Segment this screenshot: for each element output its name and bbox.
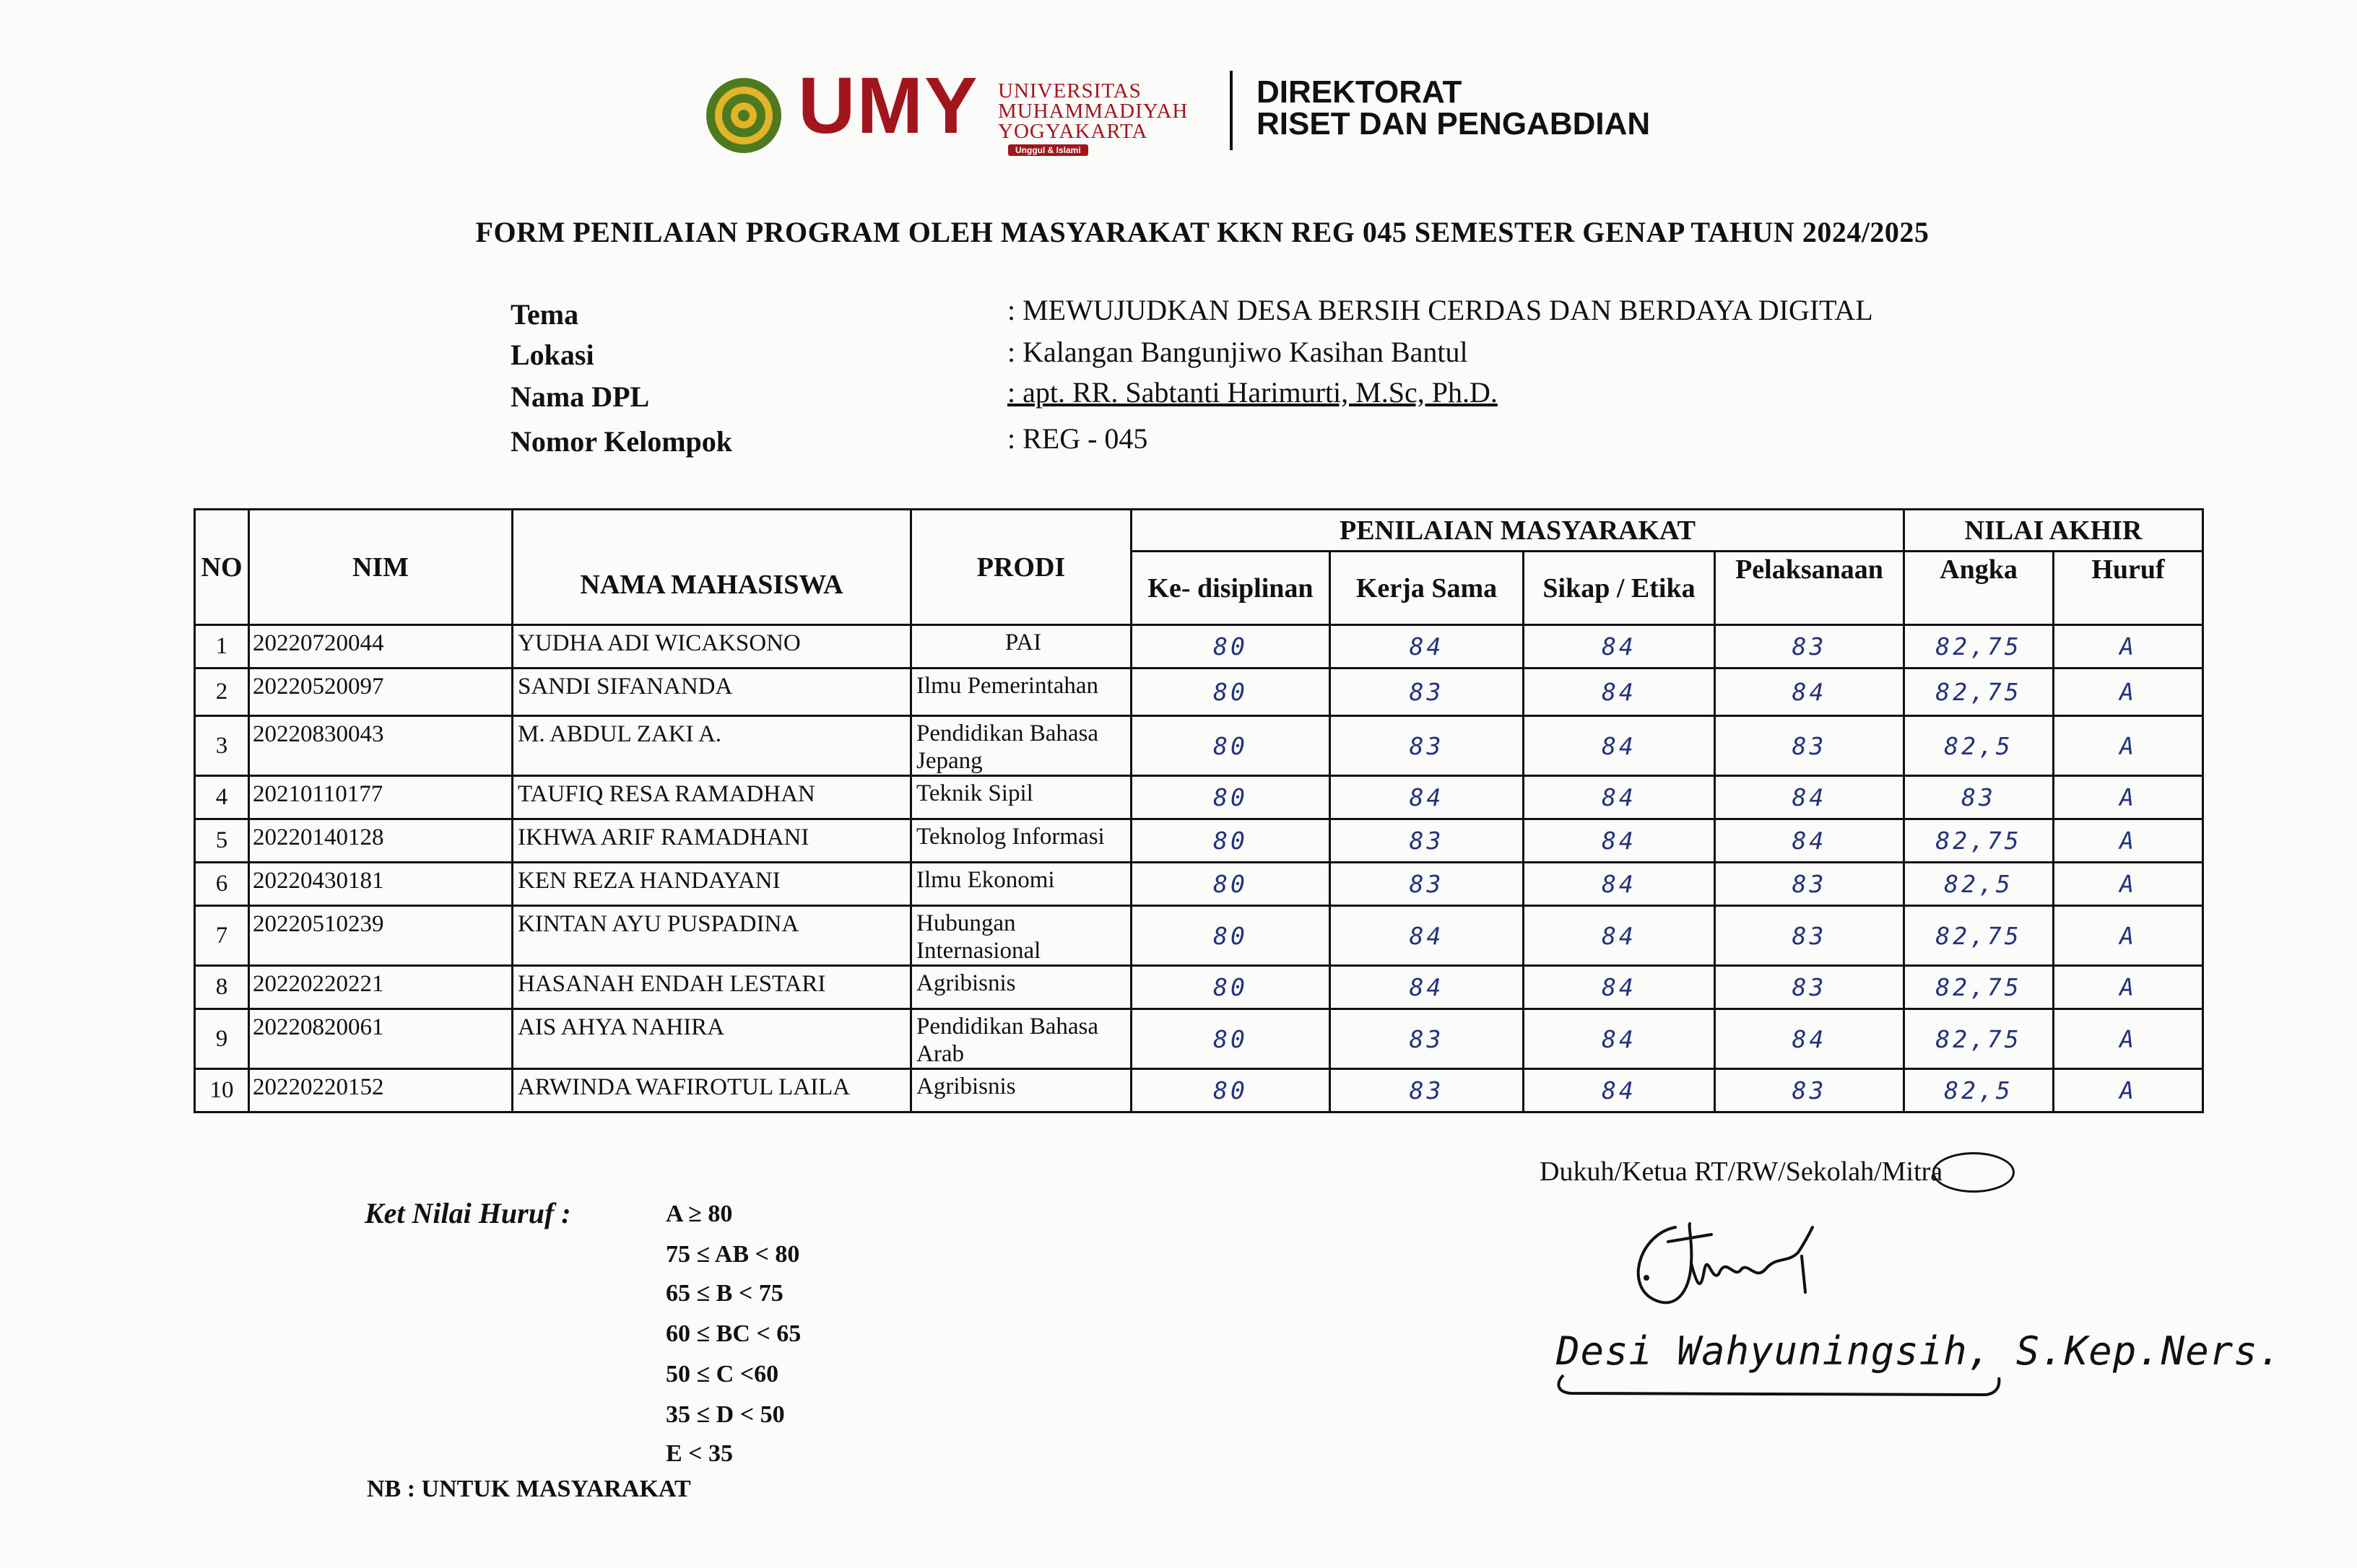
university-name: UNIVERSITAS MUHAMMADIYAH YOGYAKARTA	[998, 79, 1189, 143]
student-name-cell: KINTAN AYU PUSPADINA	[513, 906, 911, 966]
header-kerja-sama: Kerja Sama	[1330, 552, 1524, 625]
kerja-sama-score: 84	[1330, 625, 1524, 668]
nim-cell: 20220830043	[249, 716, 513, 776]
nilai-angka: 82,75	[1904, 625, 2054, 668]
grade-key-line: 75 ≤ AB < 80	[666, 1241, 800, 1268]
university-tagline: Unggul & Islami	[1008, 144, 1088, 156]
info-value-tema: : MEWUJUDKAN DESA BERSIH CERDAS DAN BERDAYA DIGITAL	[1007, 294, 1873, 326]
kerja-sama-score: 83	[1330, 819, 1524, 863]
table-row	[195, 716, 2203, 776]
header-pelaksanaan: Pelaksanaan	[1715, 552, 1904, 625]
sikap-etika-score: 84	[1524, 863, 1715, 906]
grade-key-line: 65 ≤ B < 75	[666, 1280, 784, 1307]
nilai-huruf: A	[2054, 966, 2203, 1009]
nilai-huruf: A	[2054, 1069, 2203, 1112]
nilai-huruf: A	[2054, 819, 2203, 863]
grade-key-label: Ket Nilai Huruf :	[365, 1197, 571, 1229]
nilai-huruf: A	[2054, 625, 2203, 668]
handwritten-signature	[1625, 1213, 1863, 1336]
info-label-dpl: Nama DPL	[511, 380, 650, 413]
info-label-tema: Tema	[511, 298, 579, 331]
student-name-cell: M. ABDUL ZAKI A.	[513, 716, 911, 776]
nilai-angka: 83	[1904, 776, 2054, 819]
nilai-angka: 82,75	[1904, 819, 2054, 863]
header-huruf: Huruf	[2054, 552, 2203, 625]
table-row	[195, 668, 2203, 716]
grade-key-line: 50 ≤ C <60	[666, 1361, 779, 1388]
kerja-sama-score: 84	[1330, 906, 1524, 966]
grade-key-line: A ≥ 80	[666, 1201, 733, 1227]
table-row	[195, 966, 2203, 1009]
signature-heading: Dukuh/Ketua RT/RW/Sekolah/Mitra	[1540, 1157, 1943, 1187]
kedisiplinan-score: 80	[1132, 776, 1330, 819]
header-penilaian-masyarakat: PENILAIAN MASYARAKAT	[1132, 510, 1904, 552]
logo-divider	[1230, 71, 1233, 150]
kedisiplinan-score: 80	[1132, 668, 1330, 716]
info-value-kelompok: : REG - 045	[1007, 422, 1148, 455]
grade-key-line: 35 ≤ D < 50	[666, 1401, 785, 1428]
nim-cell: 20210110177	[249, 776, 513, 819]
nilai-angka: 82,5	[1904, 716, 2054, 776]
header-prodi: PRODI	[911, 510, 1132, 625]
nim-cell: 20220430181	[249, 863, 513, 906]
note-nb: NB : UNTUK MASYARAKAT	[367, 1476, 691, 1502]
row-number: 4	[195, 776, 249, 819]
header-nama: NAMA MAHASISWA	[513, 510, 911, 625]
pelaksanaan-score: 84	[1715, 1009, 1904, 1069]
kedisiplinan-score: 80	[1132, 906, 1330, 966]
student-name-cell: IKHWA ARIF RAMADHANI	[513, 819, 911, 863]
nilai-angka: 82,75	[1904, 668, 2054, 716]
nilai-huruf: A	[2054, 716, 2203, 776]
sikap-etika-score: 84	[1524, 776, 1715, 819]
nilai-angka: 82,5	[1904, 863, 2054, 906]
table-row	[195, 906, 2203, 966]
info-label-kelompok: Nomor Kelompok	[511, 425, 733, 458]
sikap-etika-score: 84	[1524, 625, 1715, 668]
table-row	[195, 1009, 2203, 1069]
nilai-angka: 82,5	[1904, 1069, 2054, 1112]
row-number: 3	[195, 716, 249, 776]
table-row	[195, 625, 2203, 668]
nilai-angka: 82,75	[1904, 966, 2054, 1009]
form-title: FORM PENILAIAN PROGRAM OLEH MASYARAKAT KKN REG 045 SEMESTER GENAP TAHUN 2024/2025	[475, 216, 1930, 248]
nim-cell: 20220220152	[249, 1069, 513, 1112]
pelaksanaan-score: 83	[1715, 625, 1904, 668]
grade-table	[194, 508, 2204, 1113]
table-row	[195, 1069, 2203, 1112]
kedisiplinan-score: 80	[1132, 966, 1330, 1009]
nim-cell: 20220220221	[249, 966, 513, 1009]
table-row	[195, 819, 2203, 863]
header-nim: NIM	[249, 510, 513, 625]
sikap-etika-score: 84	[1524, 668, 1715, 716]
grade-key-line: 60 ≤ BC < 65	[666, 1320, 802, 1347]
pelaksanaan-score: 84	[1715, 668, 1904, 716]
kedisiplinan-score: 80	[1132, 1069, 1330, 1112]
sikap-etika-score: 84	[1524, 819, 1715, 863]
kerja-sama-score: 84	[1330, 966, 1524, 1009]
pelaksanaan-score: 83	[1715, 716, 1904, 776]
table-row	[195, 863, 2203, 906]
student-name-cell: KEN REZA HANDAYANI	[513, 863, 911, 906]
table-row	[195, 776, 2203, 819]
student-name-cell: SANDI SIFANANDA	[513, 668, 911, 716]
signer-name: Desi Wahyuningsih, S.Kep.Ners.	[1556, 1328, 2283, 1374]
pelaksanaan-score: 83	[1715, 906, 1904, 966]
sikap-etika-score: 84	[1524, 966, 1715, 1009]
kerja-sama-score: 84	[1330, 776, 1524, 819]
row-number: 9	[195, 1009, 249, 1069]
prodi-cell: PAI	[911, 625, 1132, 668]
nim-cell: 20220820061	[249, 1009, 513, 1069]
student-name-cell: HASANAH ENDAH LESTARI	[513, 966, 911, 1009]
student-name-cell: YUDHA ADI WICAKSONO	[513, 625, 911, 668]
nilai-huruf: A	[2054, 863, 2203, 906]
directorate-name: DIREKTORAT RISET DAN PENGABDIAN	[1256, 74, 1651, 141]
signer-name-bracket	[1553, 1372, 2015, 1401]
pelaksanaan-score: 84	[1715, 819, 1904, 863]
nilai-huruf: A	[2054, 906, 2203, 966]
prodi-cell: Hubungan Internasional	[911, 906, 1132, 966]
umy-emblem-icon	[704, 76, 784, 155]
nilai-angka: 82,75	[1904, 1009, 2054, 1069]
header-angka: Angka	[1904, 552, 2054, 625]
row-number: 2	[195, 668, 249, 716]
info-value-dpl: : apt. RR. Sabtanti Harimurti, M.Sc, Ph.D.	[1007, 376, 1498, 409]
kedisiplinan-score: 80	[1132, 863, 1330, 906]
prodi-cell: Pendidikan Bahasa Arab	[911, 1009, 1132, 1069]
header-nilai-akhir: NILAI AKHIR	[1904, 510, 2203, 552]
kerja-sama-score: 83	[1330, 668, 1524, 716]
pelaksanaan-score: 83	[1715, 966, 1904, 1009]
sikap-etika-score: 84	[1524, 1009, 1715, 1069]
pelaksanaan-score: 83	[1715, 863, 1904, 906]
nilai-huruf: A	[2054, 1009, 2203, 1069]
pelaksanaan-score: 84	[1715, 776, 1904, 819]
header-sikap-etika: Sikap / Etika	[1524, 552, 1715, 625]
header-no: NO	[195, 510, 249, 625]
prodi-cell: Ilmu Pemerintahan	[911, 668, 1132, 716]
prodi-cell: Ilmu Ekonomi	[911, 863, 1132, 906]
kedisiplinan-score: 80	[1132, 716, 1330, 776]
student-name-cell: TAUFIQ RESA RAMADHAN	[513, 776, 911, 819]
kedisiplinan-score: 80	[1132, 1009, 1330, 1069]
prodi-cell: Teknik Sipil	[911, 776, 1132, 819]
kerja-sama-score: 83	[1330, 716, 1524, 776]
nilai-huruf: A	[2054, 668, 2203, 716]
sikap-etika-score: 84	[1524, 1069, 1715, 1112]
nim-cell: 20220510239	[249, 906, 513, 966]
prodi-cell: Agribisnis	[911, 1069, 1132, 1112]
row-number: 7	[195, 906, 249, 966]
kerja-sama-score: 83	[1330, 863, 1524, 906]
nim-cell: 20220720044	[249, 625, 513, 668]
row-number: 6	[195, 863, 249, 906]
sikap-etika-score: 84	[1524, 716, 1715, 776]
grade-key-line: E < 35	[666, 1440, 734, 1467]
kerja-sama-score: 83	[1330, 1069, 1524, 1112]
student-name-cell: ARWINDA WAFIROTUL LAILA	[513, 1069, 911, 1112]
row-number: 5	[195, 819, 249, 863]
sikap-etika-score: 84	[1524, 906, 1715, 966]
nilai-angka: 82,75	[1904, 906, 2054, 966]
umy-logo-text: UMY	[798, 61, 979, 150]
row-number: 1	[195, 625, 249, 668]
pelaksanaan-score: 83	[1715, 1069, 1904, 1112]
row-number: 8	[195, 966, 249, 1009]
info-value-lokasi: : Kalangan Bangunjiwo Kasihan Bantul	[1007, 336, 1468, 368]
prodi-cell: Teknolog Informasi	[911, 819, 1132, 863]
row-number: 10	[195, 1069, 249, 1112]
nilai-huruf: A	[2054, 776, 2203, 819]
prodi-cell: Agribisnis	[911, 966, 1132, 1009]
info-label-lokasi: Lokasi	[511, 339, 594, 371]
mitra-circle-mark	[1932, 1152, 2015, 1193]
kerja-sama-score: 83	[1330, 1009, 1524, 1069]
kedisiplinan-score: 80	[1132, 625, 1330, 668]
nim-cell: 20220140128	[249, 819, 513, 863]
kedisiplinan-score: 80	[1132, 819, 1330, 863]
student-name-cell: AIS AHYA NAHIRA	[513, 1009, 911, 1069]
nim-cell: 20220520097	[249, 668, 513, 716]
prodi-cell: Pendidikan Bahasa Jepang	[911, 716, 1132, 776]
header-kedisiplinan: Ke- disiplinan	[1132, 552, 1330, 625]
